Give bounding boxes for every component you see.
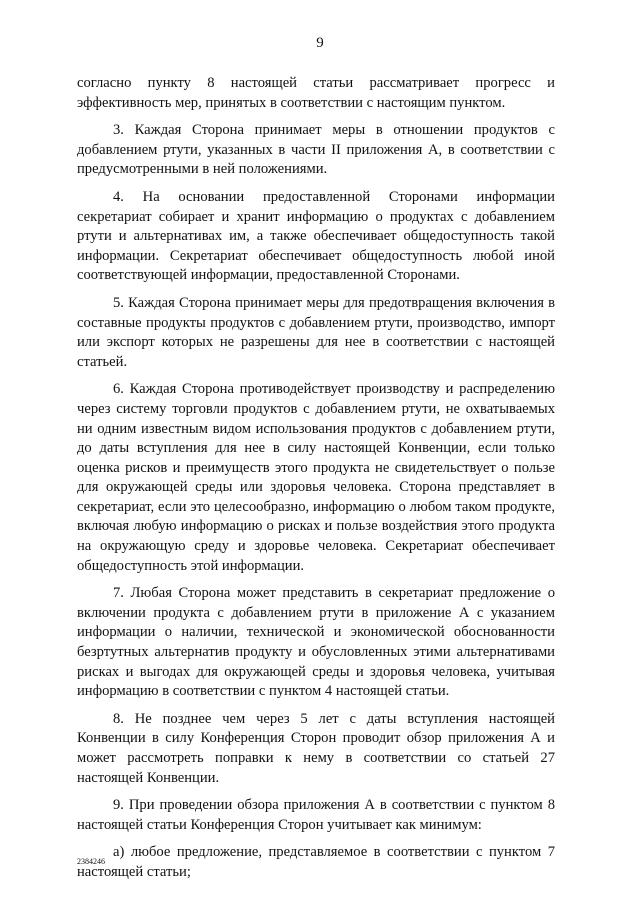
- document-body: [77, 74, 555, 891]
- paragraph-9: 9. При проведении обзора приложения А в соответствии с пунктом 8 настоящей статьи Конференция Сторон учитывает как минимум:: [77, 797, 555, 833]
- subparagraph-a: а) любое предложение, представляемое в соответствии с пунктом 7 настоящей статьи;: [77, 844, 555, 880]
- paragraph-7: 7. Любая Сторона может представить в секретариат предложение о включении продукта с добавлением ртути в приложение А с указанием информации о наличии, технической и экономической обоснованности безртутных альтернатив продукту и обусловленных этими альтернативами рисках и выгодах для окружающей среды и здоровья человека, учитывая информацию в соответствии с пунктом 4 настоящей статьи.: [77, 585, 555, 700]
- paragraph-continuation: согласно пункту 8 настоящей статьи рассматривает прогресс и эффективность мер, принятых в соответствии с настоящим пунктом.: [77, 75, 555, 111]
- paragraph-4: 4. На основании предоставленной Сторонами информации секретариат собирает и хранит информацию о продуктах с добавлением ртути и альтернативах им, а также обеспечивает общедоступность такой информации. Секретариат обеспечивает общедоступность любой иной соответствующей информации, предоставленной Сторонами.: [77, 188, 555, 284]
- page-number: 9: [316, 35, 324, 51]
- paragraph-3: 3. Каждая Сторона принимает меры в отношении продуктов с добавлением ртути, указанных в части II приложения А, в соответствии с предусмотренными в ней положениями.: [77, 122, 555, 178]
- document-code: 2384246: [77, 857, 105, 866]
- paragraph-6: 6. Каждая Сторона противодействует производству и распределению через систему торговли продуктов с добавлением ртути, не охватываемых ни одним известным видом использования продуктов с добавлением ртути, до даты вступления для нее в силу настоящей Конвенции, если только оценка рисков и преимуществ этого продукта не свидетельствует о пользе для окружающей среды или здоровья человека. Сторона представляет в секретариат, если это целесообразно, информацию о любом таком продукте, включая любую информацию о рисках и пользе воздействия этого продукта на окружающую среду и здоровье человека. Секретариат обеспечивает общедоступность этой информации.: [77, 381, 555, 574]
- paragraph-8: 8. Не позднее чем через 5 лет с даты вступления настоящей Конвенции в силу Конференция Сторон проводит обзор приложения А и может рассмотреть поправки к нему в соответствии со статьей 27 настоящей Конвенции.: [77, 710, 555, 786]
- paragraph-5: 5. Каждая Сторона принимает меры для предотвращения включения в составные продукты продуктов с добавлением ртути, производство, импорт или экспорт которых не разрешены для нее в соответствии с настоящей статьей.: [77, 294, 555, 370]
